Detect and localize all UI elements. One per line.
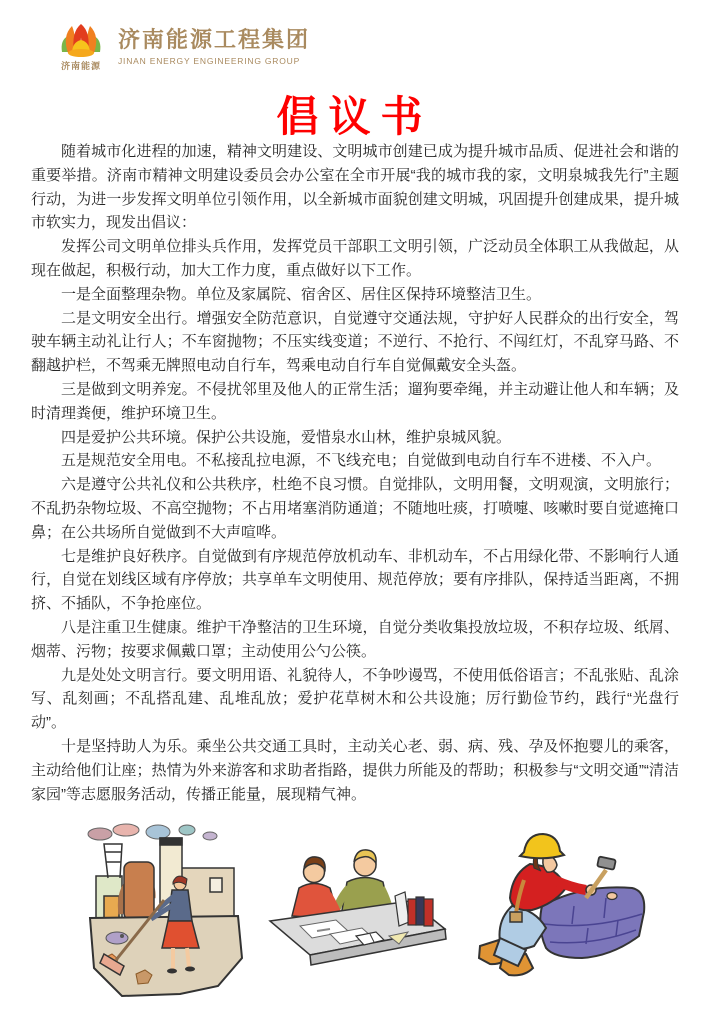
document-body	[31, 140, 679, 806]
studying-at-desk-illustration	[262, 843, 452, 983]
lotus-flame-logo-icon	[58, 22, 104, 58]
street-cleaning-illustration	[60, 818, 260, 1008]
logo-caption: 济南能源	[60, 61, 101, 71]
paragraph: 七是维护良好秩序。自觉做到有序规范停放机动车、非机动车，不占用绿化带、不影响行人通行，自觉在划线区域有序停放；共享单车文明使用、规范停放；要有序排队，保持适当距离，不拥挤、不插队，不争抢座位。	[31, 547, 679, 613]
construction-worker-illustration	[454, 828, 649, 998]
paragraph: 三是做到文明养宠。不侵扰邻里及他人的正常生活；遛狗要牵绳，并主动避让他人和车辆；及时清理粪便，维护环境卫生。	[31, 380, 679, 422]
paragraph: 八是注重卫生健康。维护干净整洁的卫生环境，自觉分类收集投放垃圾，不积存垃圾、纸屑、烟蒂、污物；按要求佩戴口罩；主动使用公勺公筷。	[31, 618, 679, 660]
page-title: 倡议书	[276, 92, 433, 141]
paragraph: 五是规范安全用电。不私接乱拉电源，不飞线充电；自觉做到电动自行车不进楼、不入户。	[61, 452, 662, 470]
paragraph: 九是处处文明言行。要文明用语、礼貌待人，不争吵谩骂，不使用低俗语言；不乱张贴、乱涂写、乱刻画；不乱搭乱建、乱堆乱放；爱护花草树木和公共设施；厉行勤俭节约，践行“光盘行动”。	[31, 666, 679, 732]
paragraph: 二是文明安全出行。增强安全防范意识，自觉遵守交通法规，守护好人民群众的出行安全，驾驶车辆主动礼让行人；不车窗抛物；不压实线变道；不逆行、不抢行、不闯红灯，不乱穿马路、不翻越护栏，不驾乘无牌照电动自行车，驾乘电动自行车自觉佩戴安全头盔。	[31, 309, 679, 375]
paragraph: 十是坚持助人为乐。乘坐公共交通工具时，主动关心老、弱、病、残、孕及怀抱婴儿的乘客，主动给他们让座；热情为外来游客和求助者指路，提供力所能及的帮助；积极参与“文明交通”“清洁家园”等志愿服务活动，传播正能量，展现精气神。	[31, 737, 679, 803]
illustrations-row	[60, 818, 649, 1008]
paragraph: 六是遵守公共礼仪和公共秩序，杜绝不良习惯。自觉排队，文明用餐，文明观演，文明旅行；不乱扔杂物垃圾、不高空抛物；不占用堵塞消防通道；不随地吐痰，打喷嚏、咳嗽时要自觉遮掩口鼻；在公共场所自觉做到不大声喧哗。	[31, 476, 679, 541]
paragraph: 发挥公司文明单位排头兵作用，发挥党员干部职工文明引领，广泛动员全体职工从我做起，从现在做起，积极行动，加大工作力度，重点做好以下工作。	[31, 238, 679, 279]
logo-text	[118, 22, 310, 66]
logo-mark	[54, 22, 108, 72]
company-name-zh: 济南能源工程集团	[118, 27, 311, 52]
paragraph: 随着城市化进程的加速，精神文明建设、文明城市创建已成为提升城市品质、促进社会和谐的重要举措。济南市精神文明建设委员会办公室在全市开展“我的城市我的家，文明泉城我先行”主题行动，为进一步发挥文明单位引领作用，以全新城市面貌创建文明城，巩固提升创建成果，提升城市软实力，现发出倡议：	[31, 143, 679, 232]
company-name-en: JINAN ENERGY ENGINEERING GROUP	[118, 56, 301, 67]
paragraph: 一是全面整理杂物。单位及家属院、宿舍区、居住区保持环境整洁卫生。	[61, 285, 542, 303]
header-logo	[54, 22, 310, 72]
paragraph: 四是爱护公共环境。保护公共设施，爱惜泉水山林，维护泉城风貌。	[61, 428, 512, 446]
